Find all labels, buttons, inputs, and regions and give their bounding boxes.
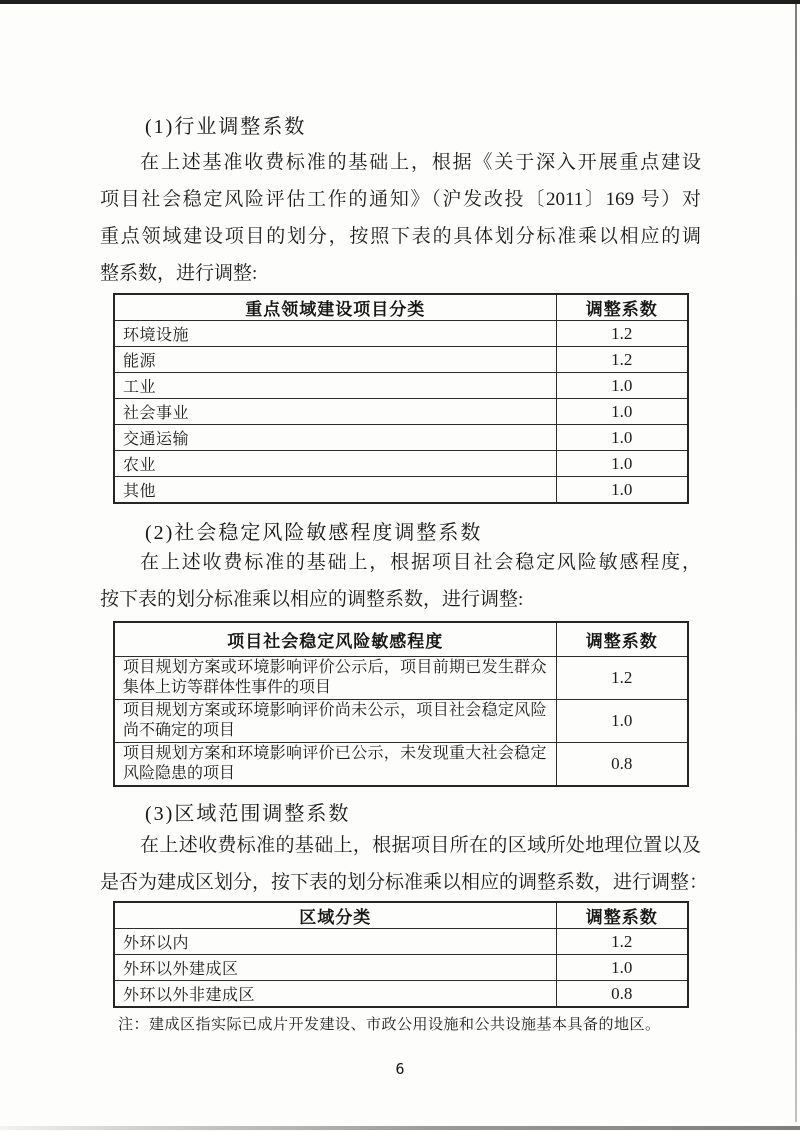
table-row: [114, 399, 688, 425]
paragraph-line: 在上述基准收费标准的基础上，根据《关于深入开展重点建设: [140, 152, 701, 173]
coefficient-cell: 1.2: [556, 656, 688, 699]
column-header-coefficient: 调整系数: [556, 902, 688, 929]
category-cell: 外环以外建成区: [114, 955, 556, 981]
coefficient-cell: 1.0: [556, 373, 688, 399]
paragraph-line: 项目社会稳定风险评估工作的通知》（沪发改投〔2011〕169 号）对: [100, 189, 701, 210]
scan-right-edge-line: [795, 4, 797, 1122]
category-cell: 外环以内: [114, 929, 556, 955]
coefficient-cell: 1.2: [556, 347, 688, 373]
section-1-heading: (1)行业调整系数: [145, 116, 307, 138]
coefficient-cell: 1.0: [556, 399, 688, 425]
region-coefficient-table: [113, 901, 689, 1008]
coefficient-cell: 1.0: [556, 425, 688, 451]
table-header-row: [114, 294, 688, 321]
paragraph-line: 在上述收费标准的基础上，根据项目所在的区域所处地理位置以及: [140, 835, 701, 856]
paragraph-line: 整系数，进行调整:: [100, 263, 258, 284]
paragraph-line: 在上述收费标准的基础上，根据项目社会稳定风险敏感程度，: [140, 552, 701, 573]
table-footnote: 注：建成区指实际已成片开发建设、市政公用设施和公共设施基本具备的地区。: [118, 1017, 661, 1033]
category-cell: 外环以外非建成区: [114, 981, 556, 1008]
coefficient-cell: 0.8: [556, 742, 688, 786]
table-row: [114, 477, 688, 504]
category-cell: 项目规划方案和环境影响评价已公示，未发现重大社会稳定风险隐患的项目: [114, 742, 556, 786]
risk-sensitivity-coefficient-table: [113, 621, 689, 787]
section-3-paragraph: [100, 827, 709, 901]
table-row: [114, 451, 688, 477]
column-header-coefficient: 调整系数: [556, 622, 688, 656]
column-header-category: 区域分类: [114, 902, 556, 929]
table-row: [114, 347, 688, 373]
table-row: [114, 742, 688, 786]
section-2-paragraph: [100, 544, 701, 618]
coefficient-cell: 1.0: [556, 451, 688, 477]
coefficient-cell: 1.0: [556, 955, 688, 981]
industry-coefficient-table: [113, 293, 689, 504]
table-row: [114, 955, 688, 981]
category-cell: 其他: [114, 477, 556, 504]
table-row: [114, 321, 688, 347]
table-row: [114, 929, 688, 955]
table-row: [114, 699, 688, 742]
category-cell: 能源: [114, 347, 556, 373]
coefficient-cell: 1.2: [556, 929, 688, 955]
paragraph-line: 按下表的划分标准乘以相应的调整系数，进行调整:: [100, 589, 524, 610]
category-cell: 环境设施: [114, 321, 556, 347]
column-header-category: 重点领域建设项目分类: [114, 294, 556, 321]
category-cell: 项目规划方案或环境影响评价尚未公示，项目社会稳定风险尚不确定的项目: [114, 699, 556, 742]
coefficient-cell: 1.0: [556, 699, 688, 742]
paragraph-line: 是否为建成区划分，按下表的划分标准乘以相应的调整系数，进行调整：: [100, 872, 709, 893]
category-cell: 工业: [114, 373, 556, 399]
coefficient-cell: 0.8: [556, 981, 688, 1008]
table-header-row: [114, 622, 688, 656]
category-cell: 社会事业: [114, 399, 556, 425]
paragraph-line: 重点领域建设项目的划分，按照下表的具体划分标准乘以相应的调: [100, 226, 701, 247]
column-header-category: 项目社会稳定风险敏感程度: [114, 622, 556, 656]
scan-bottom-edge-line: [0, 1126, 800, 1130]
table-row: [114, 981, 688, 1008]
coefficient-cell: 1.2: [556, 321, 688, 347]
table-row: [114, 656, 688, 699]
coefficient-cell: 1.0: [556, 477, 688, 504]
page-number: 6: [395, 1060, 405, 1078]
table-row: [114, 425, 688, 451]
section-2-heading: (2)社会稳定风险敏感程度调整系数: [145, 522, 483, 544]
scan-top-edge-line: [0, 0, 800, 4]
section-3-heading: (3)区域范围调整系数: [145, 803, 351, 825]
table-row: [114, 373, 688, 399]
section-1-paragraph: [100, 144, 701, 292]
category-cell: 交通运输: [114, 425, 556, 451]
column-header-coefficient: 调整系数: [556, 294, 688, 321]
table-header-row: [114, 902, 688, 929]
category-cell: 项目规划方案或环境影响评价公示后，项目前期已发生群众集体上访等群体性事件的项目: [114, 656, 556, 699]
category-cell: 农业: [114, 451, 556, 477]
